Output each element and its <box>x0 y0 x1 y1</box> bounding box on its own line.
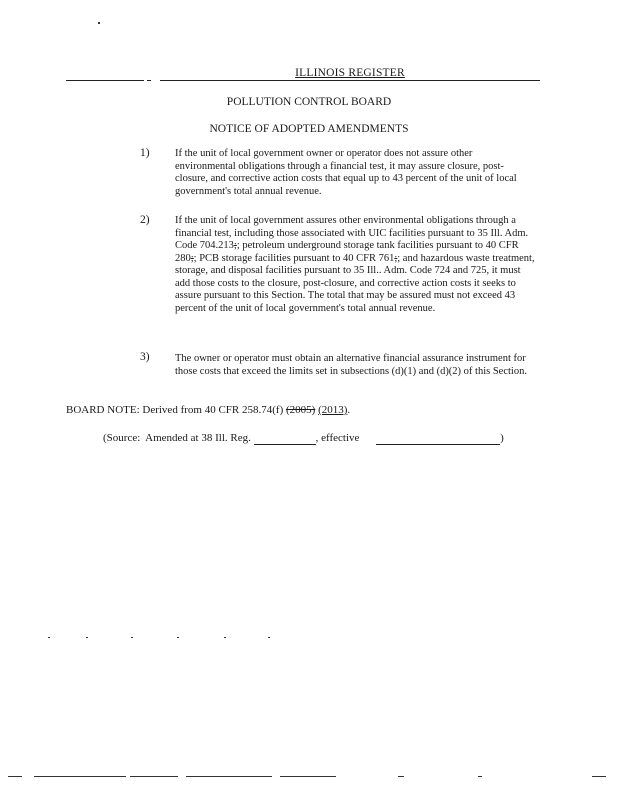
source-text: ) <box>500 432 504 444</box>
header-rule-left <box>66 80 144 81</box>
item-text: The owner or operator must obtain an alternative financial assurance instrument for those costs that exceed the limits set in subsections (d)(1) and (d)(2) of this Section. <box>175 353 527 377</box>
footer-rule <box>398 776 404 777</box>
inserted-text: (2013) <box>318 404 348 416</box>
item-number: 1) <box>140 147 150 159</box>
header-rule-dot <box>147 80 151 81</box>
item-number: 3) <box>140 351 150 363</box>
scan-speck <box>177 637 179 638</box>
register-blank <box>254 432 316 445</box>
scan-speck <box>86 637 88 638</box>
item-text-part: ; and hazardous waste treatment, storage, and disposal facilities pursuant to 35 Ill.. Adm. Code 724 and 725, it must add those costs to the closure, post-closure, and corrective action costs it seeks to assure pursuant to this Section. The total that may be assured must not exceed 43 percent of the unit of local government's total annual revenue. <box>175 252 535 314</box>
scan-speck <box>131 637 133 638</box>
footer-rule <box>478 776 482 777</box>
footer-rule <box>186 776 272 777</box>
board-name: POLLUTION CONTROL BOARD <box>226 96 392 108</box>
footer-rule <box>592 776 606 777</box>
item-text <box>175 215 535 315</box>
header-rule-main <box>160 80 540 81</box>
footer-rule <box>8 776 22 777</box>
register-title: ILLINOIS REGISTER <box>295 67 405 79</box>
scan-speck <box>98 22 100 24</box>
notice-title: NOTICE OF ADOPTED AMENDMENTS <box>209 123 409 135</box>
item-text-part: If the unit of local government assures other environmental obligations through a financial test, including those associated with UIC facilities pursuant to 35 Ill. Adm. Code 704.213 <box>175 215 529 251</box>
footer-rule <box>280 776 336 777</box>
scan-speck <box>268 637 270 638</box>
source-line <box>103 432 504 445</box>
item-text-part: ; petroleum underground storage tank facilities pursuant to 40 CFR 280 <box>175 240 519 264</box>
board-note-suffix: . <box>347 404 351 416</box>
deleted-text: ; <box>233 240 237 251</box>
footer-rule <box>130 776 178 777</box>
board-note <box>66 404 350 416</box>
board-note-prefix: BOARD NOTE: Derived from 40 CFR 258.74(f) <box>66 404 286 416</box>
item-number: 2) <box>140 214 150 226</box>
source-text: , effective <box>315 432 363 444</box>
item-text-part: ; PCB storage facilities pursuant to 40 CFR 761 <box>193 252 395 264</box>
footer-rule <box>34 776 126 777</box>
item-text: If the unit of local government owner or operator does not assure other environmental obligations through a financial test, it may assure closure, post-closure, and corrective action costs that equal up to 43 percent of the unit of local government's total annual revenue. <box>175 148 517 197</box>
deleted-text: ; <box>394 252 398 264</box>
scan-speck <box>224 637 226 638</box>
source-text: (Source: Amended at 38 Ill. Reg. <box>103 432 254 444</box>
effective-date-blank <box>376 432 500 445</box>
deleted-text: ; <box>190 252 194 264</box>
deleted-text: (2005) <box>285 404 316 416</box>
scan-speck <box>48 637 50 638</box>
